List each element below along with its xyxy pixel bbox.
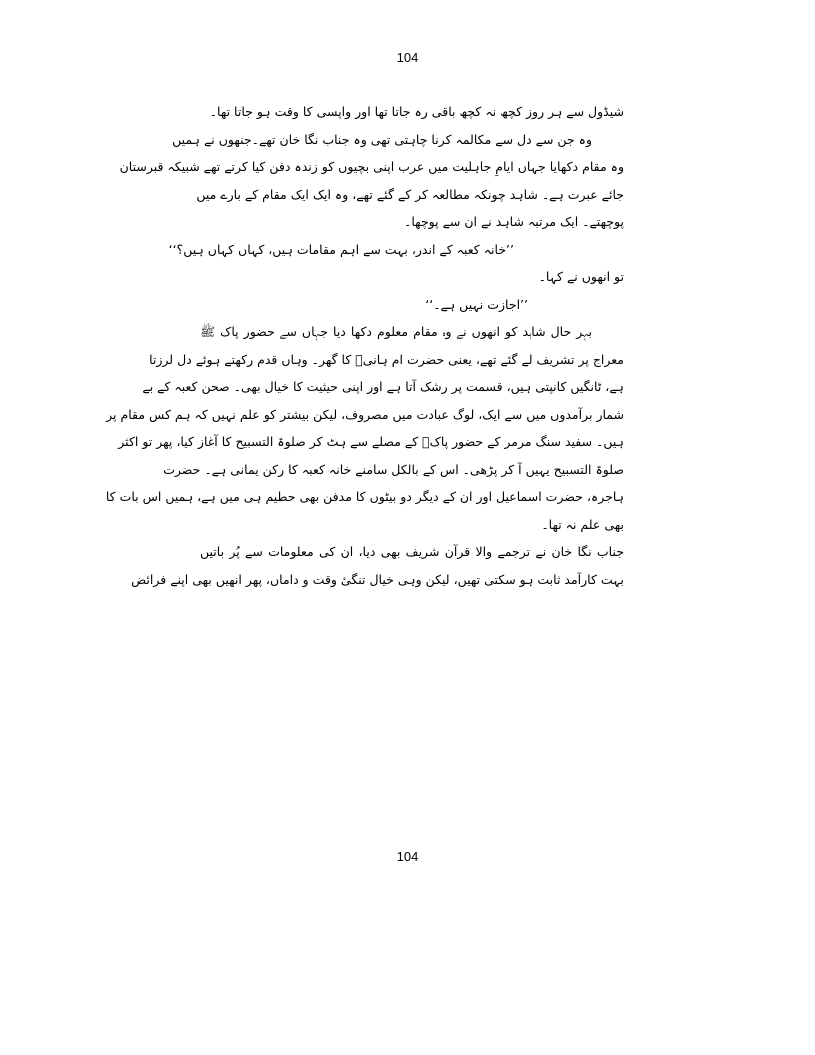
text-line: جناب نگا خان نے ترجمے والا قرآن شریف بھی دیا، ان کی معلومات سے پُر باتیں	[200, 544, 624, 559]
text-line: ہاجرہ، حضرت اسماعیل اور ان کے دیگر دو بیٹوں کا مدفن بھی حطیم ہی میں ہے، ہمیں اس بات کا	[105, 489, 624, 504]
quote-line: ’’اجازت نہیں ہے۔‘‘	[425, 296, 528, 312]
page-number-bottom: 104	[396, 849, 419, 864]
text-line: بہت کارآمد ثابت ہو سکتی تھیں، لیکن وہی خیال تنگیٔ وقت و داماں، پھر انھیں بھی اپنے فرائض	[131, 571, 624, 587]
text-line: تو انھوں نے کہا۔	[538, 269, 624, 284]
text-line: ہے، ٹانگیں کانپتی ہیں، قسمت پر رشک آتا ہے اور اپنی حیثیت کا خیال بھی۔ صحن کعبہ کے بے	[142, 379, 624, 394]
page-number-top: 104	[396, 50, 419, 65]
text-line: پوچھتے۔ ایک مرتبہ شاہد نے ان سے پوچھا۔	[404, 214, 624, 229]
text-line: بہر حال شاہد کو انھوں نے وہ مقام معلوم دکھا دیا جہاں سے حضور پاک ﷺ	[200, 324, 592, 339]
text-line: شیڈول سے ہر روز کچھ نہ کچھ باقی رہ جاتا تھا اور واپسی کا وقت ہو جاتا تھا۔	[209, 104, 624, 119]
text-line: معراج پر تشریف لے گئے تھے، یعنی حضرت ام ہانیؓ کا گھر۔ وہاں قدم رکھتے ہوئے دل لرزتا	[149, 351, 624, 367]
quote-line: ’’خانہ کعبہ کے اندر، بہت سے اہم مقامات ہیں، کہاں کہاں ہیں؟‘‘	[168, 241, 514, 257]
text-line: جائے عبرت ہے۔ شاہد چونکہ مطالعہ کر کے گئے تھے، وہ ایک ایک مقام کے بارے میں	[196, 186, 624, 202]
text-line: صلوۃ التسبیح یہیں آ کر پڑھی۔ اس کے بالکل سامنے خانہ کعبہ کا رکن یمانی ہے۔ حضرت	[163, 461, 624, 477]
urdu-text-body	[105, 98, 624, 593]
text-line: وہ مقام دکھایا جہاں ایامِ جاہلیت میں عرب اپنی بچیوں کو زندہ دفن کیا کرتے تھے شبیکہ قبرستان	[119, 159, 624, 174]
text-line: ہیں۔ سفید سنگ مرمر کے حضور پاکؐ کے مصلے سے ہٹ کر صلوۃ التسبیح کا آغاز کیا، پھر تو اکثر	[118, 434, 624, 449]
text-line: وہ جن سے دل سے مکالمہ کرنا چاہتی تھی وہ جناب نگا خان تھے۔جنھوں نے ہمیں	[172, 131, 592, 147]
text-line: بھی علم نہ تھا۔	[541, 516, 624, 532]
text-line: شمار برآمدوں میں سے ایک، لوگ عبادت میں مصروف، لیکن بیشتر کو علم نہیں کہ ہم کس مقام پر	[106, 406, 624, 422]
